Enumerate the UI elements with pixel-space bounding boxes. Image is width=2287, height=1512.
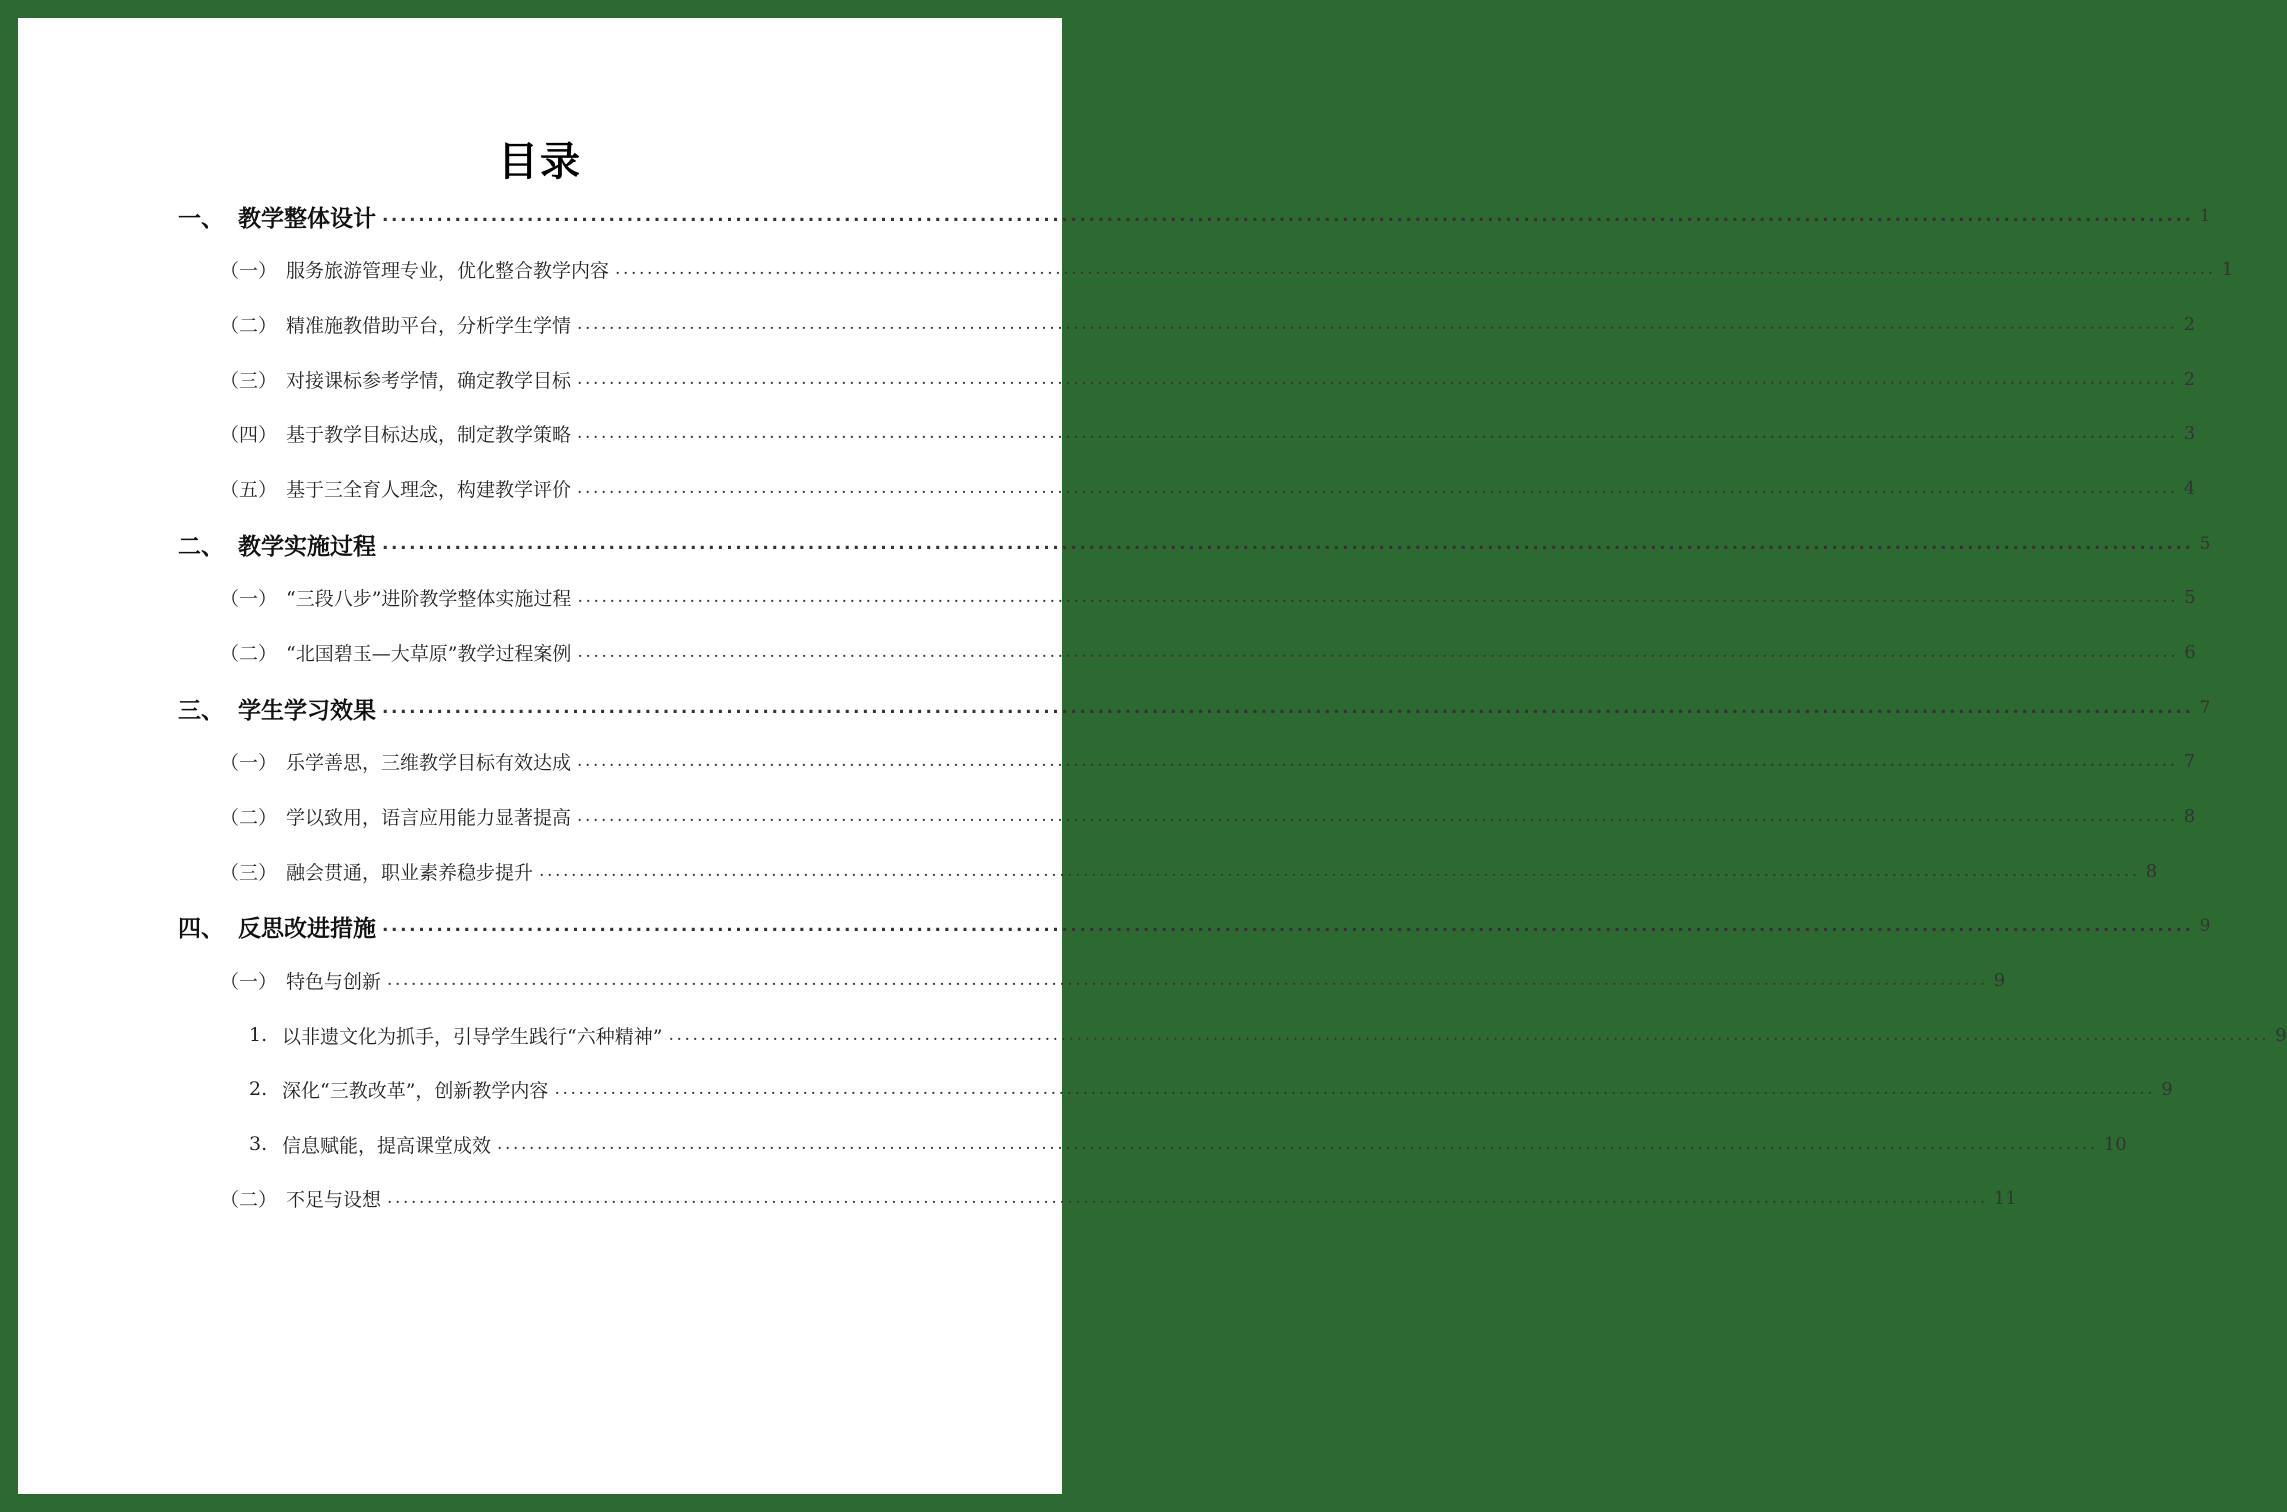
toc-entry-title: “北国碧玉—大草原”教学过程案例 — [286, 642, 572, 665]
dot-leader: ........................................................................................................................................................................................................ — [577, 314, 2178, 334]
toc-entry-title: 反思改进措施 — [238, 915, 376, 942]
toc-entry-page-number: 4 — [2183, 477, 2196, 499]
toc-entry-number: （二） — [220, 1188, 278, 1211]
toc-entry-number: （五） — [220, 478, 278, 501]
dot-leader: ........................................................................................................................................................................................................ — [577, 423, 2178, 443]
toc-entry-title: 学以致用，语言应用能力显著提高 — [286, 806, 572, 829]
toc-entry-page-number: 8 — [2145, 860, 2158, 882]
toc-entry-number: （二） — [220, 314, 278, 337]
toc-entry-page-number: 7 — [2183, 750, 2196, 772]
toc-entry-number: （三） — [220, 369, 278, 392]
toc-entry[interactable] — [249, 1018, 2287, 1052]
toc-entry-page-number: 9 — [2199, 916, 2211, 936]
toc-entry-page-number: 9 — [2275, 1024, 2287, 1046]
toc-entry-number: 3. — [249, 1133, 268, 1155]
toc-entry-title: 信息赋能，提高课堂成效 — [282, 1134, 492, 1157]
toc-entry-number: （一） — [220, 970, 278, 993]
dot-leader: ........................................................................................................................................................................................................ — [668, 1025, 2270, 1045]
toc-entry-page-number: 9 — [2161, 1078, 2173, 1100]
toc-entry[interactable] — [220, 252, 2234, 286]
dot-leader: ........................................................................................................................................................................................................ — [577, 369, 2178, 389]
toc-entry[interactable] — [220, 580, 2196, 614]
toc-entry-title: 融会贯通，职业素养稳步提升 — [286, 861, 534, 884]
toc-entry-page-number: 2 — [2183, 313, 2196, 335]
toc-entry-page-number: 8 — [2183, 805, 2196, 827]
toc-entry-number: （一） — [220, 751, 278, 774]
toc-entry[interactable] — [220, 362, 2196, 396]
dot-leader: ........................................................................................................................................................................................................ — [382, 698, 2194, 718]
toc-entry-page-number: 7 — [2199, 698, 2211, 718]
toc-entry-number: 2. — [249, 1078, 268, 1100]
toc-entry-page-number: 3 — [2183, 422, 2196, 444]
toc-entry-page-number: 9 — [1993, 969, 2006, 991]
dot-leader: ........................................................................................................................................................................................................ — [615, 259, 2216, 279]
toc-entry-number: 一、 — [178, 205, 224, 232]
toc-entry-page-number: 5 — [2199, 534, 2211, 554]
toc-entry-number: （一） — [220, 587, 278, 610]
toc-entry-number: （二） — [220, 642, 278, 665]
toc-entry-title: 服务旅游管理专业，优化整合教学内容 — [286, 259, 610, 282]
dot-leader: ........................................................................................................................................................................................................ — [577, 642, 2179, 662]
toc-entry-title: 不足与设想 — [286, 1188, 382, 1211]
dot-leader: ........................................................................................................................................................................................................ — [539, 861, 2140, 881]
toc-entry-title: 基于三全育人理念，构建教学评价 — [286, 478, 572, 501]
dot-leader: ........................................................................................................................................................................................................ — [577, 751, 2178, 771]
toc-entry[interactable] — [220, 307, 2196, 341]
toc-entry[interactable] — [249, 1127, 2127, 1161]
table-of-contents — [18, 18, 2287, 1494]
toc-entry-number: （一） — [220, 259, 278, 282]
dot-leader: ........................................................................................................................................................................................................ — [382, 206, 2194, 226]
toc-entry[interactable] — [220, 416, 2196, 450]
toc-entry-page-number: 2 — [2183, 368, 2196, 390]
toc-entry[interactable] — [178, 199, 2211, 233]
toc-entry-number: （三） — [220, 861, 278, 884]
toc-entry[interactable] — [220, 635, 2196, 669]
dot-leader: ........................................................................................................................................................................................................ — [554, 1079, 2156, 1099]
toc-entry[interactable] — [220, 963, 2006, 997]
dot-leader: ........................................................................................................................................................................................................ — [382, 534, 2194, 554]
dot-leader: ........................................................................................................................................................................................................ — [387, 970, 1988, 990]
toc-entry-page-number: 1 — [2199, 206, 2211, 226]
toc-entry-page-number: 5 — [2184, 586, 2196, 608]
toc-entry-title: 教学整体设计 — [238, 205, 376, 232]
toc-entry-title: 基于教学目标达成，制定教学策略 — [286, 423, 572, 446]
toc-entry-title: 对接课标参考学情，确定教学目标 — [286, 369, 572, 392]
toc-entry[interactable] — [178, 909, 2211, 943]
toc-entry-title: 以非遗文化为抓手，引导学生践行“六种精神” — [282, 1025, 663, 1048]
toc-entry-page-number: 1 — [2221, 258, 2234, 280]
dot-leader: ........................................................................................................................................................................................................ — [577, 587, 2179, 607]
toc-entry-title: 特色与创新 — [286, 970, 382, 993]
toc-entry[interactable] — [220, 799, 2196, 833]
toc-entry-title: 学生学习效果 — [238, 697, 376, 724]
toc-entry-number: （四） — [220, 423, 278, 446]
toc-entry[interactable] — [220, 854, 2158, 888]
toc-entry-number: （二） — [220, 806, 278, 829]
toc-entry-page-number: 11 — [1993, 1187, 2017, 1209]
toc-entry-page-number: 6 — [2184, 641, 2196, 663]
toc-entry-number: 三、 — [178, 697, 224, 724]
toc-entry-title: 深化“三教改革”，创新教学内容 — [282, 1079, 549, 1102]
document-page — [18, 18, 2287, 1494]
dot-leader: ........................................................................................................................................................................................................ — [382, 916, 2194, 936]
dot-leader: ........................................................................................................................................................................................................ — [577, 806, 2178, 826]
toc-entry[interactable] — [178, 527, 2211, 561]
toc-entry-title: 乐学善思，三维教学目标有效达成 — [286, 751, 572, 774]
toc-entry[interactable] — [178, 691, 2211, 725]
toc-entry-page-number: 10 — [2103, 1133, 2127, 1155]
toc-entry[interactable] — [220, 744, 2196, 778]
dot-leader: ........................................................................................................................................................................................................ — [577, 478, 2178, 498]
toc-entry[interactable] — [249, 1072, 2173, 1106]
toc-entry-title: 精准施教借助平台，分析学生学情 — [286, 314, 572, 337]
dot-leader: ........................................................................................................................................................................................................ — [497, 1134, 2098, 1154]
dot-leader: ........................................................................................................................................................................................................ — [387, 1188, 1988, 1208]
page-title: 目录 — [498, 139, 582, 185]
toc-entry-number: 1. — [249, 1024, 268, 1046]
toc-entry-title: “三段八步”进阶教学整体实施过程 — [286, 587, 572, 610]
toc-entry-number: 二、 — [178, 533, 224, 560]
toc-entry-number: 四、 — [178, 915, 224, 942]
toc-entry-title: 教学实施过程 — [238, 533, 376, 560]
toc-entry[interactable] — [220, 471, 2196, 505]
toc-entry[interactable] — [220, 1181, 2017, 1215]
